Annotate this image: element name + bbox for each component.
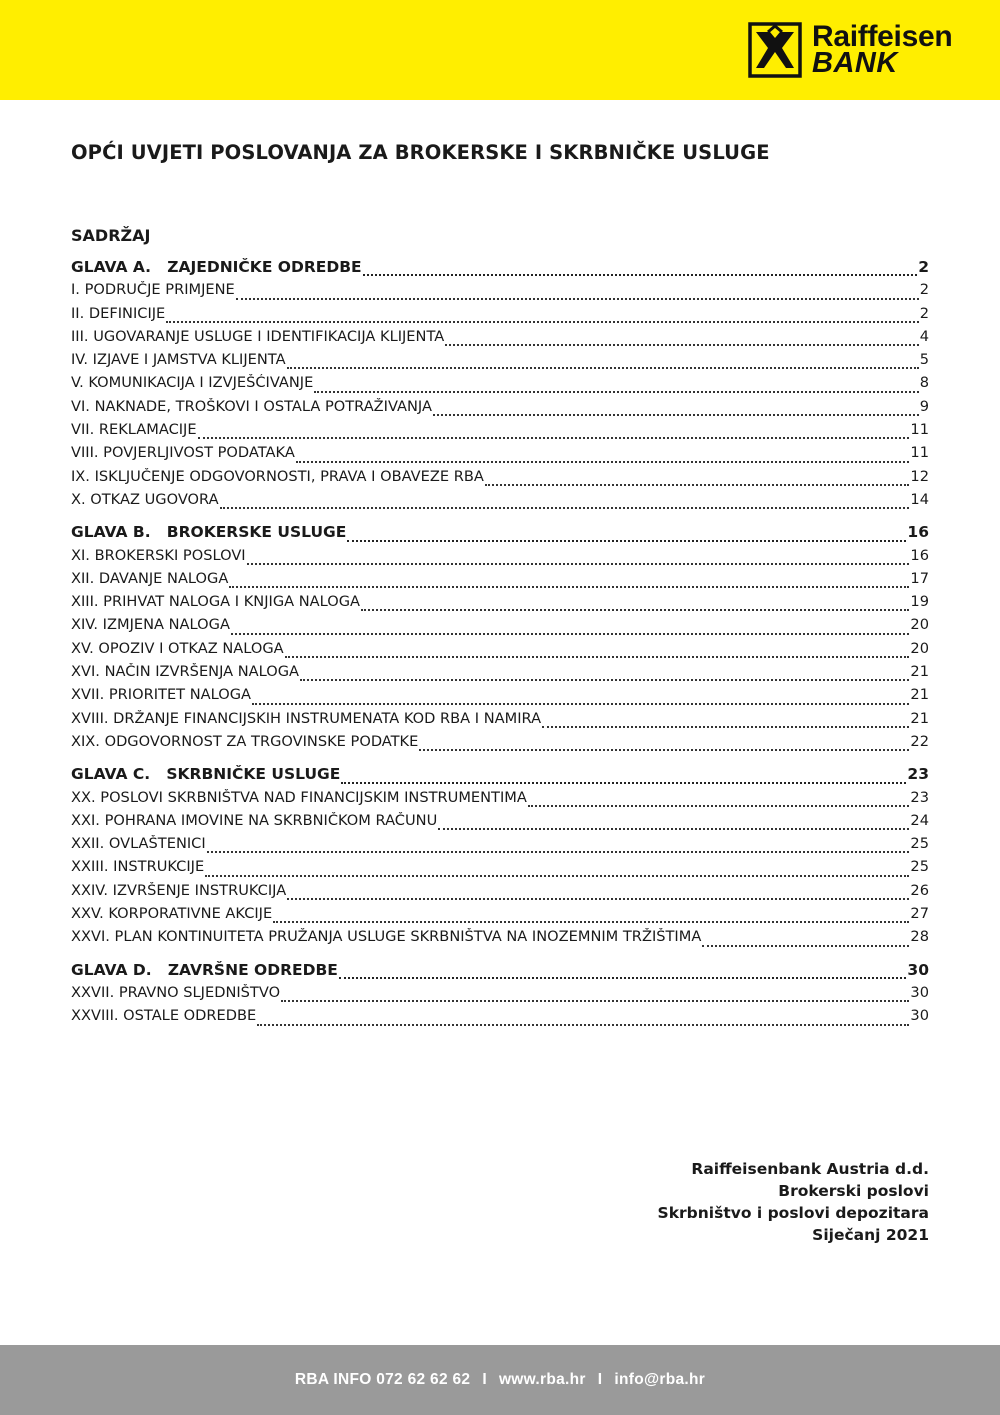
toc-page-number: 26	[910, 881, 929, 899]
toc-page-number: 27	[910, 905, 929, 923]
toc-entry[interactable]	[71, 882, 929, 905]
footer-band	[0, 1345, 1000, 1415]
toc-page-number: 25	[910, 858, 929, 876]
toc-page-number: 21	[910, 686, 929, 704]
toc-entry-label: XIX. ODGOVORNOST ZA TRGOVINSKE PODATKE	[71, 732, 419, 750]
toc-entry[interactable]	[71, 616, 929, 639]
toc-page-number: 14	[910, 490, 929, 508]
signature-bank: Raiffeisenbank Austria d.d.	[691, 1160, 929, 1178]
toc-entry-label: GLAVA D. ZAVRŠNE ODREDBE	[71, 960, 338, 979]
toc-dot-leader	[247, 563, 910, 565]
toc-dot-leader	[300, 679, 909, 681]
toc-entry-label: VIII. POVJERLJIVOST PODATAKA	[71, 444, 295, 462]
raiffeisen-logo	[748, 22, 952, 78]
toc-entry[interactable]	[71, 858, 929, 881]
logo-name: Raiffeisen	[812, 20, 953, 53]
toc-dot-leader	[485, 484, 910, 486]
toc-dot-leader	[542, 726, 909, 728]
toc-entry[interactable]	[71, 686, 929, 709]
toc-page-number: 9	[919, 397, 929, 415]
document-title: OPĆI UVJETI POSLOVANJA ZA BROKERSKE I SKRBNIČKE USLUGE	[71, 141, 770, 164]
toc-entry-label: XVIII. DRŽANJE FINANCIJSKIH INSTRUMENATA KOD RBA I NAMIRA	[71, 709, 542, 727]
toc-entry-label: XXVI. PLAN KONTINUITETA PRUŽANJA USLUGE SKRBNIŠTVA NA INOZEMNIM TRŽIŠTIMA	[71, 928, 702, 946]
toc-entry-label: IV. IZJAVE I JAMSTVA KLIJENTA	[71, 351, 286, 369]
logo-bank: BANK	[812, 47, 898, 79]
toc-dot-leader	[207, 851, 910, 853]
toc-dot-leader	[198, 437, 910, 439]
toc-entry-label: GLAVA C. SKRBNIČKE USLUGE	[71, 765, 341, 784]
toc-entry-label: XXII. OVLAŠTENICI	[71, 835, 206, 853]
toc-page-number: 2	[918, 258, 929, 276]
toc-chapter-entry[interactable]	[71, 765, 929, 788]
toc-dot-leader	[231, 633, 909, 635]
toc-chapter-entry[interactable]	[71, 523, 929, 546]
toc-dot-leader	[361, 609, 909, 611]
toc-page-number: 5	[919, 351, 929, 369]
table-of-contents	[71, 258, 929, 1031]
toc-page-number: 30	[907, 960, 929, 979]
toc-page-number: 12	[910, 467, 929, 485]
toc-entry-label: XXVIII. OSTALE ODREDBE	[71, 1007, 257, 1025]
toc-entry[interactable]	[71, 905, 929, 928]
toc-entry-label: XVII. PRIORITET NALOGA	[71, 686, 252, 704]
toc-dot-leader	[229, 586, 909, 588]
toc-entry-label: XI. BROKERSKI POSLOVI	[71, 546, 246, 564]
toc-page-number: 23	[907, 765, 929, 784]
toc-entry[interactable]	[71, 1007, 929, 1030]
toc-entry-label: VI. NAKNADE, TROŠKOVI I OSTALA POTRAŽIVANJA	[71, 397, 432, 415]
toc-entry[interactable]	[71, 593, 929, 616]
toc-page-number: 21	[910, 709, 929, 727]
toc-entry[interactable]	[71, 305, 929, 328]
toc-dot-leader	[236, 298, 919, 300]
footer-email-link[interactable]: info@rba.hr	[614, 1371, 706, 1388]
toc-dot-leader	[287, 898, 909, 900]
footer-phone: RBA INFO 072 62 62 62	[294, 1371, 471, 1388]
toc-entry[interactable]	[71, 710, 929, 733]
toc-dot-leader	[257, 1024, 909, 1026]
toc-entry-label: II. DEFINICIJE	[71, 304, 166, 322]
toc-entry-label: XX. POSLOVI SKRBNIŠTVA NAD FINANCIJSKIM INSTRUMENTIMA	[71, 788, 527, 806]
toc-dot-leader	[205, 875, 909, 877]
toc-dot-leader	[363, 274, 918, 276]
toc-entry-label: IX. ISKLJUČENJE ODGOVORNOSTI, PRAVA I OBAVEZE RBA	[71, 467, 484, 485]
toc-chapter-entry[interactable]	[71, 258, 929, 281]
toc-page-number: 2	[919, 281, 929, 299]
toc-dot-leader	[445, 344, 918, 346]
toc-dot-leader	[285, 656, 910, 658]
toc-dot-leader	[220, 507, 910, 509]
toc-dot-leader	[528, 805, 910, 807]
toc-entry[interactable]	[71, 835, 929, 858]
toc-dot-leader	[296, 461, 910, 463]
toc-page-number: 24	[910, 811, 929, 829]
toc-entry-label: XXIII. INSTRUKCIJE	[71, 858, 205, 876]
toc-page-number: 23	[910, 788, 929, 806]
signature-block	[658, 1158, 929, 1246]
toc-chapter-entry[interactable]	[71, 961, 929, 984]
toc-entry[interactable]	[71, 444, 929, 467]
toc-page-number: 21	[910, 663, 929, 681]
toc-entry[interactable]	[71, 640, 929, 663]
toc-page-number: 20	[910, 616, 929, 634]
toc-dot-leader	[433, 414, 919, 416]
toc-dot-leader	[252, 703, 909, 705]
toc-dot-leader	[314, 391, 918, 393]
toc-entry[interactable]	[71, 984, 929, 1007]
toc-dot-leader	[287, 367, 919, 369]
toc-entry[interactable]	[71, 812, 929, 835]
toc-entry-label: V. KOMUNIKACIJA I IZVJEŠĆIVANJE	[71, 374, 314, 392]
toc-entry[interactable]	[71, 374, 929, 397]
toc-page-number: 25	[910, 835, 929, 853]
toc-page-number: 30	[910, 1007, 929, 1025]
toc-entry[interactable]	[71, 733, 929, 756]
toc-entry[interactable]	[71, 491, 929, 514]
toc-entry-label: XXV. KORPORATIVNE AKCIJE	[71, 905, 273, 923]
toc-entry[interactable]	[71, 570, 929, 593]
toc-entry[interactable]	[71, 421, 929, 444]
toc-page-number: 30	[910, 983, 929, 1001]
toc-entry-label: III. UGOVARANJE USLUGE I IDENTIFIKACIJA KLIJENTA	[71, 327, 445, 345]
toc-entry[interactable]	[71, 789, 929, 812]
toc-page-number: 11	[910, 421, 929, 439]
footer-website-link[interactable]: www.rba.hr	[498, 1371, 586, 1388]
toc-page-number: 8	[919, 374, 929, 392]
toc-entry-label: XXIV. IZVRŠENJE INSTRUKCIJA	[71, 881, 287, 899]
toc-page-number: 11	[910, 444, 929, 462]
toc-dot-leader	[339, 977, 907, 979]
toc-dot-leader	[347, 540, 906, 542]
toc-page-number: 16	[910, 546, 929, 564]
toc-dot-leader	[702, 945, 909, 947]
toc-page-number: 28	[910, 928, 929, 946]
toc-entry[interactable]	[71, 928, 929, 951]
signature-department: Brokerski poslovi	[778, 1182, 929, 1200]
toc-dot-leader	[341, 782, 906, 784]
toc-entry-label: X. OTKAZ UGOVORA	[71, 490, 219, 508]
toc-entry-label: XVI. NAČIN IZVRŠENJA NALOGA	[71, 663, 300, 681]
toc-entry-label: XXI. POHRANA IMOVINE NA SKRBNIČKOM RAČUNU	[71, 811, 438, 829]
toc-entry[interactable]	[71, 398, 929, 421]
toc-entry-label: XIV. IZMJENA NALOGA	[71, 616, 230, 634]
toc-dot-leader	[419, 749, 909, 751]
toc-dot-leader	[438, 828, 909, 830]
toc-entry[interactable]	[71, 468, 929, 491]
toc-page-number: 4	[919, 327, 929, 345]
signature-date: Siječanj 2021	[812, 1226, 929, 1244]
toc-dot-leader	[281, 1000, 909, 1002]
toc-entry-label: GLAVA A. ZAJEDNIČKE ODREDBE	[71, 258, 362, 276]
footer-separator: I	[597, 1371, 603, 1388]
toc-dot-leader	[273, 921, 909, 923]
toc-entry[interactable]	[71, 328, 929, 351]
footer-separator: I	[482, 1371, 487, 1388]
toc-entry-label: XIII. PRIHVAT NALOGA I KNJIGA NALOGA	[71, 593, 361, 611]
toc-entry-label: GLAVA B. BROKERSKE USLUGE	[71, 523, 347, 542]
toc-entry-label: XV. OPOZIV I OTKAZ NALOGA	[71, 639, 284, 657]
raiffeisen-gable-icon	[748, 22, 802, 78]
toc-entry-label: I. PODRUČJE PRIMJENE	[71, 281, 235, 299]
toc-entry[interactable]	[71, 351, 929, 374]
toc-entry-label: VII. REKLAMACIJE	[71, 421, 197, 439]
toc-heading: SADRŽAJ	[71, 226, 151, 245]
signature-unit: Skrbništvo i poslovi depozitara	[657, 1204, 929, 1222]
toc-entry[interactable]	[71, 547, 929, 570]
toc-entry[interactable]	[71, 663, 929, 686]
header-band	[0, 0, 1000, 100]
toc-entry[interactable]	[71, 281, 929, 304]
toc-entry-label: XII. DAVANJE NALOGA	[71, 569, 229, 587]
toc-page-number: 17	[910, 569, 929, 587]
toc-entry-label: XXVII. PRAVNO SLJEDNIŠTVO	[71, 983, 281, 1001]
toc-page-number: 20	[910, 639, 929, 657]
toc-page-number: 19	[910, 593, 929, 611]
toc-dot-leader	[166, 321, 918, 323]
toc-page-number: 2	[919, 304, 929, 322]
toc-page-number: 22	[910, 732, 929, 750]
toc-page-number: 16	[907, 523, 929, 542]
